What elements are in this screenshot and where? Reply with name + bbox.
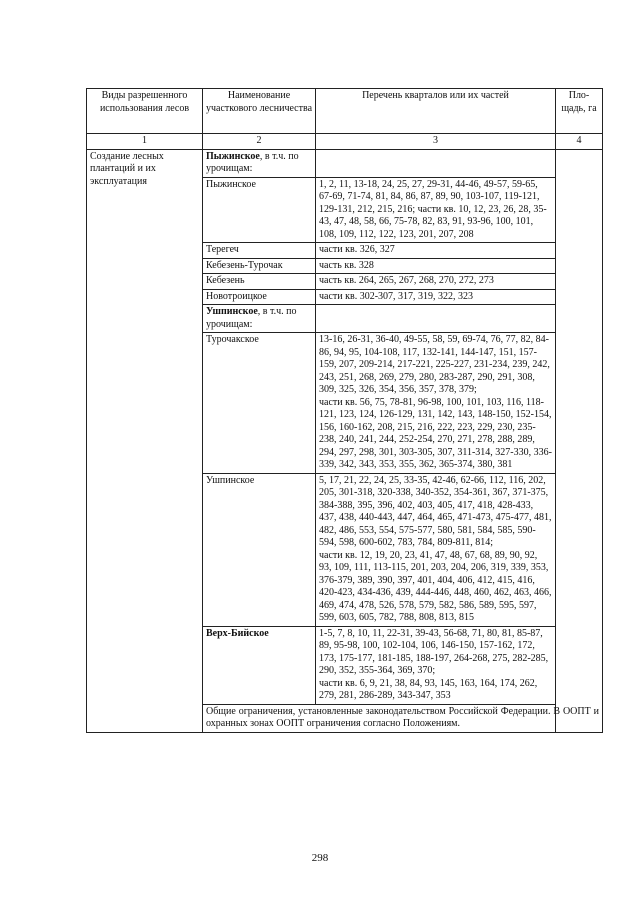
district-name: Верх-Бийское	[206, 627, 269, 639]
page-number: 298	[311, 852, 329, 864]
header-quarters-list: Перечень кварталов или их частей	[316, 89, 556, 134]
quarters-cell	[316, 626, 556, 704]
full-quarters: 1-5, 7, 8, 10, 11, 22-31, 39-43, 56-68, 71, 80, 81, 85-87, 89, 95-98, 100, 102-104, 106, 146-150, 157-162, 172, 173, 175-177, 181-185, 188-197, 264-268, 275, 282-285, 290, 352, 355-364, 369, 370;	[319, 627, 549, 676]
quarters-cell: 1, 2, 11, 13-18, 24, 25, 27, 29-31, 44-46, 49-57, 59-65, 67-69, 71-74, 81, 84, 86, 87, 89, 90, 103-107, 119-121, 129-131, 212, 215, 216; части кв. 10, 12, 23, 26, 28, 35-43, 47, 48, 58, 66, 75-78, 82, 83, 91, 93-96, 100, 101, 108, 109, 112, 122, 123, 201, 207, 208	[316, 177, 556, 243]
district-heading-ushpinskoe	[203, 305, 316, 333]
quarters-cell: часть кв. 264, 265, 267, 268, 270, 272, 273	[316, 274, 556, 290]
district-heading-verkh-biyskoe	[203, 626, 316, 704]
tract-name: Турочакское	[203, 333, 316, 474]
tract-name: Пыжинское	[203, 177, 316, 243]
general-restrictions-note: Общие ограничения, установленные законодательством Российской Федерации. В ООПТ и охранных зонах ООПТ ограничения согласно Положениям.	[203, 704, 603, 732]
table-row	[87, 149, 603, 177]
tract-name: Новотроицкое	[203, 289, 316, 305]
area-cell	[556, 149, 603, 732]
column-number-row	[87, 134, 603, 150]
quarters-cell: части кв. 326, 327	[316, 243, 556, 259]
tract-name: Кебезень	[203, 274, 316, 290]
column-number: 4	[556, 134, 603, 150]
district-heading-pyzhinskoe	[203, 149, 316, 177]
partial-quarters: части кв. 12, 19, 20, 23, 41, 47, 48, 67, 68, 89, 90, 92, 93, 109, 111, 113-115, 201, 203, 204, 206, 319, 339, 353, 376-379, 389, 390, 397, 401, 404, 406, 412, 415, 416, 420-423, 434-436, 439, 444-446, 448, 460, 462, 463, 466, 469, 474, 478, 526, 578, 579, 582, 586, 589, 595, 597, 599, 603, 605, 782, 788, 808, 813, 815	[319, 549, 552, 623]
partial-quarters: части кв. 56, 75, 78-81, 96-98, 100, 101, 103, 116, 118-121, 123, 124, 126-129, 131, 142, 143, 148-150, 152-154, 156, 160-162, 208, 215, 216, 222, 223, 229, 230, 235-238, 240, 241, 244, 252-254, 270, 271, 278, 288, 289, 294, 297, 298, 301, 303-305, 307, 311-314, 327-330, 336-339, 342, 343, 353, 355, 362, 365-374, 380, 381	[319, 396, 552, 470]
quarters-cell	[316, 305, 556, 333]
header-district-name: Наименование участкового лесничества	[203, 89, 316, 134]
full-quarters: 13-16, 26-31, 36-40, 49-55, 58, 59, 69-74, 76, 77, 82, 84-86, 94, 95, 104-108, 117, 132-141, 144-147, 151, 157-159, 207, 209-214, 217-221, 225-227, 231-234, 239, 242, 243, 251, 268, 269, 279, 280, 283-287, 290, 291, 308, 309, 325, 326, 354, 356, 357, 378, 379;	[319, 334, 550, 395]
header-area: Пло-щадь, га	[556, 89, 603, 134]
quarters-cell	[316, 473, 556, 626]
table-header-row	[87, 89, 603, 134]
tract-name: Кебезень-Турочак	[203, 258, 316, 274]
full-quarters: 5, 17, 21, 22, 24, 25, 33-35, 42-46, 62-66, 112, 116, 202, 205, 301-318, 320-338, 340-352, 354-361, 367, 371-375, 384-388, 395, 396, 402, 403, 405, 417, 418, 428-433, 437, 438, 440-443, 447, 464, 465, 471-473, 475-477, 481, 482, 486, 553, 554, 575-577, 580, 581, 584, 585, 590-594, 598, 600-602, 783, 784, 809-811, 814;	[319, 474, 552, 548]
quarters-cell	[316, 149, 556, 177]
column-number: 1	[87, 134, 203, 150]
district-name: Пыжинское	[206, 150, 260, 162]
tract-name: Ушпинское	[203, 473, 316, 626]
tract-name: Терегеч	[203, 243, 316, 259]
header-use-types: Виды разрешенного использования лесов	[87, 89, 203, 134]
district-name: Ушпинское	[206, 306, 258, 317]
column-number: 3	[316, 134, 556, 150]
column-number: 2	[203, 134, 316, 150]
quarters-cell: части кв. 302-307, 317, 319, 322, 323	[316, 289, 556, 305]
quarters-cell: часть кв. 328	[316, 258, 556, 274]
district-suffix: , в т.ч. по урочищам:	[206, 306, 297, 330]
forest-use-table	[86, 88, 603, 733]
district-suffix: , в т.ч. по урочищам:	[206, 150, 299, 174]
partial-quarters: части кв. 6, 9, 21, 38, 84, 93, 145, 163, 164, 174, 262, 279, 281, 286-289, 343-347, 353	[319, 677, 538, 701]
use-type-cell: Создание лесных плантаций и их эксплуатация	[87, 149, 203, 732]
quarters-cell	[316, 333, 556, 474]
